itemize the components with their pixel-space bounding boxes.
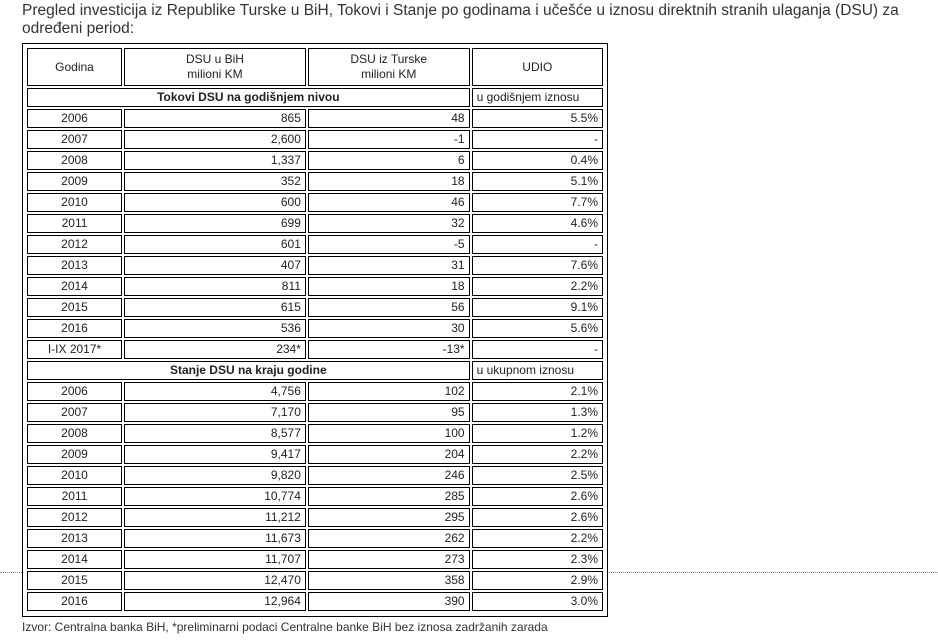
cell-godina: 2013 xyxy=(27,529,122,548)
cell-udio: 2.2% xyxy=(472,529,603,548)
cell-udio: 2.6% xyxy=(472,487,603,506)
cell-dsu-bih: 12,964 xyxy=(124,592,306,611)
cell-dsu-bih: 536 xyxy=(124,319,306,338)
cell-godina: I-IX 2017* xyxy=(27,340,122,359)
cell-godina: 2007 xyxy=(27,403,122,422)
cell-dsu-bih: 600 xyxy=(124,193,306,212)
table-row xyxy=(27,382,603,401)
cell-dsu-bih: 352 xyxy=(124,172,306,191)
cell-dsu-bih: 12,470 xyxy=(124,571,306,590)
section-note: u ukupnom iznosu xyxy=(472,361,603,380)
cell-dsu-bih: 11,212 xyxy=(124,508,306,527)
cell-godina: 2006 xyxy=(27,109,122,128)
cell-godina: 2009 xyxy=(27,445,122,464)
cell-dsu-bih: 2,600 xyxy=(124,130,306,149)
table-row xyxy=(27,466,603,485)
cell-dsu-bih: 811 xyxy=(124,277,306,296)
cell-godina: 2008 xyxy=(27,151,122,170)
cell-godina: 2012 xyxy=(27,235,122,254)
table-row xyxy=(27,550,603,569)
cell-udio: 5.5% xyxy=(472,109,603,128)
cell-dsu-bih: 10,774 xyxy=(124,487,306,506)
cell-udio: - xyxy=(472,340,603,359)
cell-godina: 2006 xyxy=(27,382,122,401)
table-row xyxy=(27,529,603,548)
cell-godina: 2016 xyxy=(27,319,122,338)
cell-dsu-bih: 699 xyxy=(124,214,306,233)
cell-dsu-turska: 295 xyxy=(308,508,470,527)
cell-udio: 2.5% xyxy=(472,466,603,485)
table-row xyxy=(27,193,603,212)
cell-udio: 1.2% xyxy=(472,424,603,443)
cell-udio: 5.6% xyxy=(472,319,603,338)
cell-godina: 2010 xyxy=(27,466,122,485)
cell-dsu-turska: -13* xyxy=(308,340,470,359)
table-row xyxy=(27,172,603,191)
cell-dsu-turska: 31 xyxy=(308,256,470,275)
header-dsu-turska: DSU iz Turske milioni KM xyxy=(308,48,470,86)
cell-dsu-bih: 9,417 xyxy=(124,445,306,464)
source-note: Izvor: Centralna banka BiH, *preliminarni podaci Centralne banke BiH bez iznosa zadržanih zarada xyxy=(22,620,548,634)
table-row xyxy=(27,151,603,170)
cell-dsu-turska: 262 xyxy=(308,529,470,548)
cell-godina: 2015 xyxy=(27,571,122,590)
cell-dsu-turska: 100 xyxy=(308,424,470,443)
cell-dsu-bih: 11,707 xyxy=(124,550,306,569)
cell-dsu-turska: -5 xyxy=(308,235,470,254)
header-dsu-bih: DSU u BiH milioni KM xyxy=(124,48,306,86)
cell-dsu-turska: 56 xyxy=(308,298,470,317)
cell-udio: 2.9% xyxy=(472,571,603,590)
cell-godina: 2012 xyxy=(27,508,122,527)
cell-dsu-bih: 8,577 xyxy=(124,424,306,443)
cell-udio: 0.4% xyxy=(472,151,603,170)
cell-udio: 9.1% xyxy=(472,298,603,317)
cell-dsu-bih: 865 xyxy=(124,109,306,128)
table-row xyxy=(27,130,603,149)
cell-udio: 5.1% xyxy=(472,172,603,191)
table-row xyxy=(27,424,603,443)
cell-godina: 2016 xyxy=(27,592,122,611)
table-row xyxy=(27,319,603,338)
cell-godina: 2007 xyxy=(27,130,122,149)
header-udio: UDIO xyxy=(472,48,603,86)
cell-dsu-turska: 285 xyxy=(308,487,470,506)
cell-dsu-turska: 358 xyxy=(308,571,470,590)
cell-godina: 2013 xyxy=(27,256,122,275)
cell-udio: 2.1% xyxy=(472,382,603,401)
table-row xyxy=(27,235,603,254)
table-row xyxy=(27,592,603,611)
cell-dsu-turska: 30 xyxy=(308,319,470,338)
cell-dsu-turska: 18 xyxy=(308,277,470,296)
cell-udio: 1.3% xyxy=(472,403,603,422)
cell-godina: 2010 xyxy=(27,193,122,212)
cell-godina: 2014 xyxy=(27,277,122,296)
dsu-table xyxy=(25,46,605,613)
section-note: u godišnjem iznosu xyxy=(472,88,603,107)
cell-udio: - xyxy=(472,130,603,149)
cell-dsu-turska: 390 xyxy=(308,592,470,611)
table-row xyxy=(27,508,603,527)
cell-udio: - xyxy=(472,235,603,254)
table-row xyxy=(27,571,603,590)
cell-dsu-turska: 246 xyxy=(308,466,470,485)
table-row xyxy=(27,487,603,506)
table-row xyxy=(27,403,603,422)
cell-godina: 2011 xyxy=(27,214,122,233)
section-title: Stanje DSU na kraju godine xyxy=(27,361,470,380)
cell-godina: 2009 xyxy=(27,172,122,191)
cell-dsu-turska: 6 xyxy=(308,151,470,170)
cell-dsu-bih: 11,673 xyxy=(124,529,306,548)
table-row xyxy=(27,277,603,296)
cell-udio: 7.6% xyxy=(472,256,603,275)
header-godina: Godina xyxy=(27,48,122,86)
cell-udio: 2.3% xyxy=(472,550,603,569)
cell-udio: 2.6% xyxy=(472,508,603,527)
cell-godina: 2014 xyxy=(27,550,122,569)
section-stanje xyxy=(27,361,603,611)
table-row xyxy=(27,340,603,359)
cell-dsu-turska: 46 xyxy=(308,193,470,212)
cell-dsu-turska: 95 xyxy=(308,403,470,422)
cell-dsu-turska: 273 xyxy=(308,550,470,569)
cell-dsu-turska: 102 xyxy=(308,382,470,401)
cell-dsu-bih: 9,820 xyxy=(124,466,306,485)
section-title: Tokovi DSU na godišnjem nivou xyxy=(27,88,470,107)
cell-dsu-turska: -1 xyxy=(308,130,470,149)
cell-udio: 2.2% xyxy=(472,445,603,464)
section-header-row xyxy=(27,88,603,107)
cell-dsu-bih: 1,337 xyxy=(124,151,306,170)
table-row xyxy=(27,109,603,128)
section-tokovi xyxy=(27,88,603,359)
cell-dsu-turska: 32 xyxy=(308,214,470,233)
cell-udio: 7.7% xyxy=(472,193,603,212)
header-row xyxy=(27,48,603,86)
table-row xyxy=(27,214,603,233)
cell-dsu-bih: 7,170 xyxy=(124,403,306,422)
cell-dsu-bih: 4,756 xyxy=(124,382,306,401)
section-header-row xyxy=(27,361,603,380)
cell-dsu-bih: 407 xyxy=(124,256,306,275)
cell-dsu-bih: 615 xyxy=(124,298,306,317)
cell-godina: 2008 xyxy=(27,424,122,443)
cell-udio: 2.2% xyxy=(472,277,603,296)
cell-dsu-turska: 18 xyxy=(308,172,470,191)
table-row xyxy=(27,298,603,317)
cell-dsu-turska: 204 xyxy=(308,445,470,464)
cell-udio: 3.0% xyxy=(472,592,603,611)
table-row xyxy=(27,256,603,275)
table-row xyxy=(27,445,603,464)
page-title: Pregled investicija iz Republike Turske u BiH, Tokovi i Stanje po godinama i učešće u iznosu direktnih stranih ulaganja (DSU) za određeni period: xyxy=(22,2,899,37)
cell-dsu-bih: 601 xyxy=(124,235,306,254)
cell-dsu-turska: 48 xyxy=(308,109,470,128)
cell-udio: 4.6% xyxy=(472,214,603,233)
cell-dsu-bih: 234* xyxy=(124,340,306,359)
cell-godina: 2011 xyxy=(27,487,122,506)
cell-godina: 2015 xyxy=(27,298,122,317)
